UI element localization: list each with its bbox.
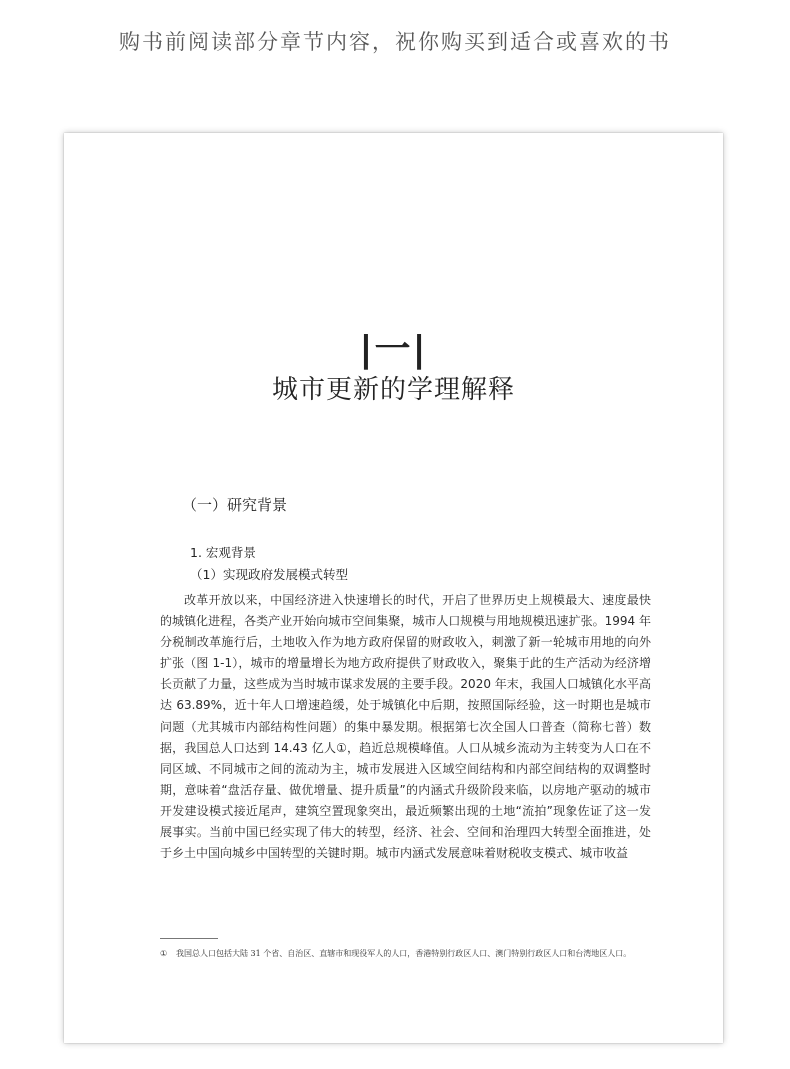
body-paragraph: 改革开放以来，中国经济进入快速增长的时代，开启了世界历史上规模最大、速度最快的城镇化进程，各类产业开始向城市空间集聚，城市人口规模与用地规模迅速扩张。1994 年分税制改革施行后，土地收入作为地方政府保留的财政收入，刺激了新一轮城市用地的向外扩张（图 1-1），城市的增量增长为地方政府提供了财政收入，聚集于此的生产活动为经济增长贡献了力量，这些成为当时城市谋求发展的主要手段。2020 年末，我国人口城镇化水平高达 63.89%，近十年人口增速趋缓，处于城镇化中后期，按照国际经验，这一时期也是城市问题（尤其城市内部结构性问题）的集中暴发期。根据第七次全国人口普查（简称七普）数据，我国总人口达到 14.43 亿人①，趋近总规模峰值。人口从城乡流动为主转变为人口在不同区域、不同城市之间的流动为主，城市发展进入区域空间结构和内部空间结构的双调整时期，意味着“盘活存量、做优增量、提升质量”的内涵式升级阶段来临，以房地产驱动的城市开发建设模式接近尾声，建筑空置现象突出，最近频繁出现的土地“流拍”现象佐证了这一发展事实。当前中国已经实现了伟大的转型，经济、社会、空间和治理四大转型全面推进，处于乡土中国向城乡中国转型的关键时期。城市内涵式发展意味着财税收支模式、城市收益 (160, 593, 651, 861)
chapter-title: 城市更新的学理解释 (271, 375, 515, 405)
footnote-divider (160, 938, 218, 939)
footnote-marker: ① (160, 949, 168, 958)
banner-caption: 购书前阅读部分章节内容，祝你购买到适合或喜欢的书 (119, 30, 671, 54)
section-heading: （一）研究背景 (182, 496, 288, 514)
subsection-heading: 1. 宏观背景 (190, 545, 256, 560)
chapter-number-mark: |一| (359, 329, 428, 370)
subsubsection-heading: （1）实现政府发展模式转型 (190, 567, 348, 582)
book-page (64, 133, 723, 1043)
footnote-text: 我国总人口包括大陆 31 个省、自治区、直辖市和现役军人的人口，香港特别行政区人口、澳门特别行政区人口和台湾地区人口。 (176, 949, 632, 958)
footnote (160, 947, 651, 960)
